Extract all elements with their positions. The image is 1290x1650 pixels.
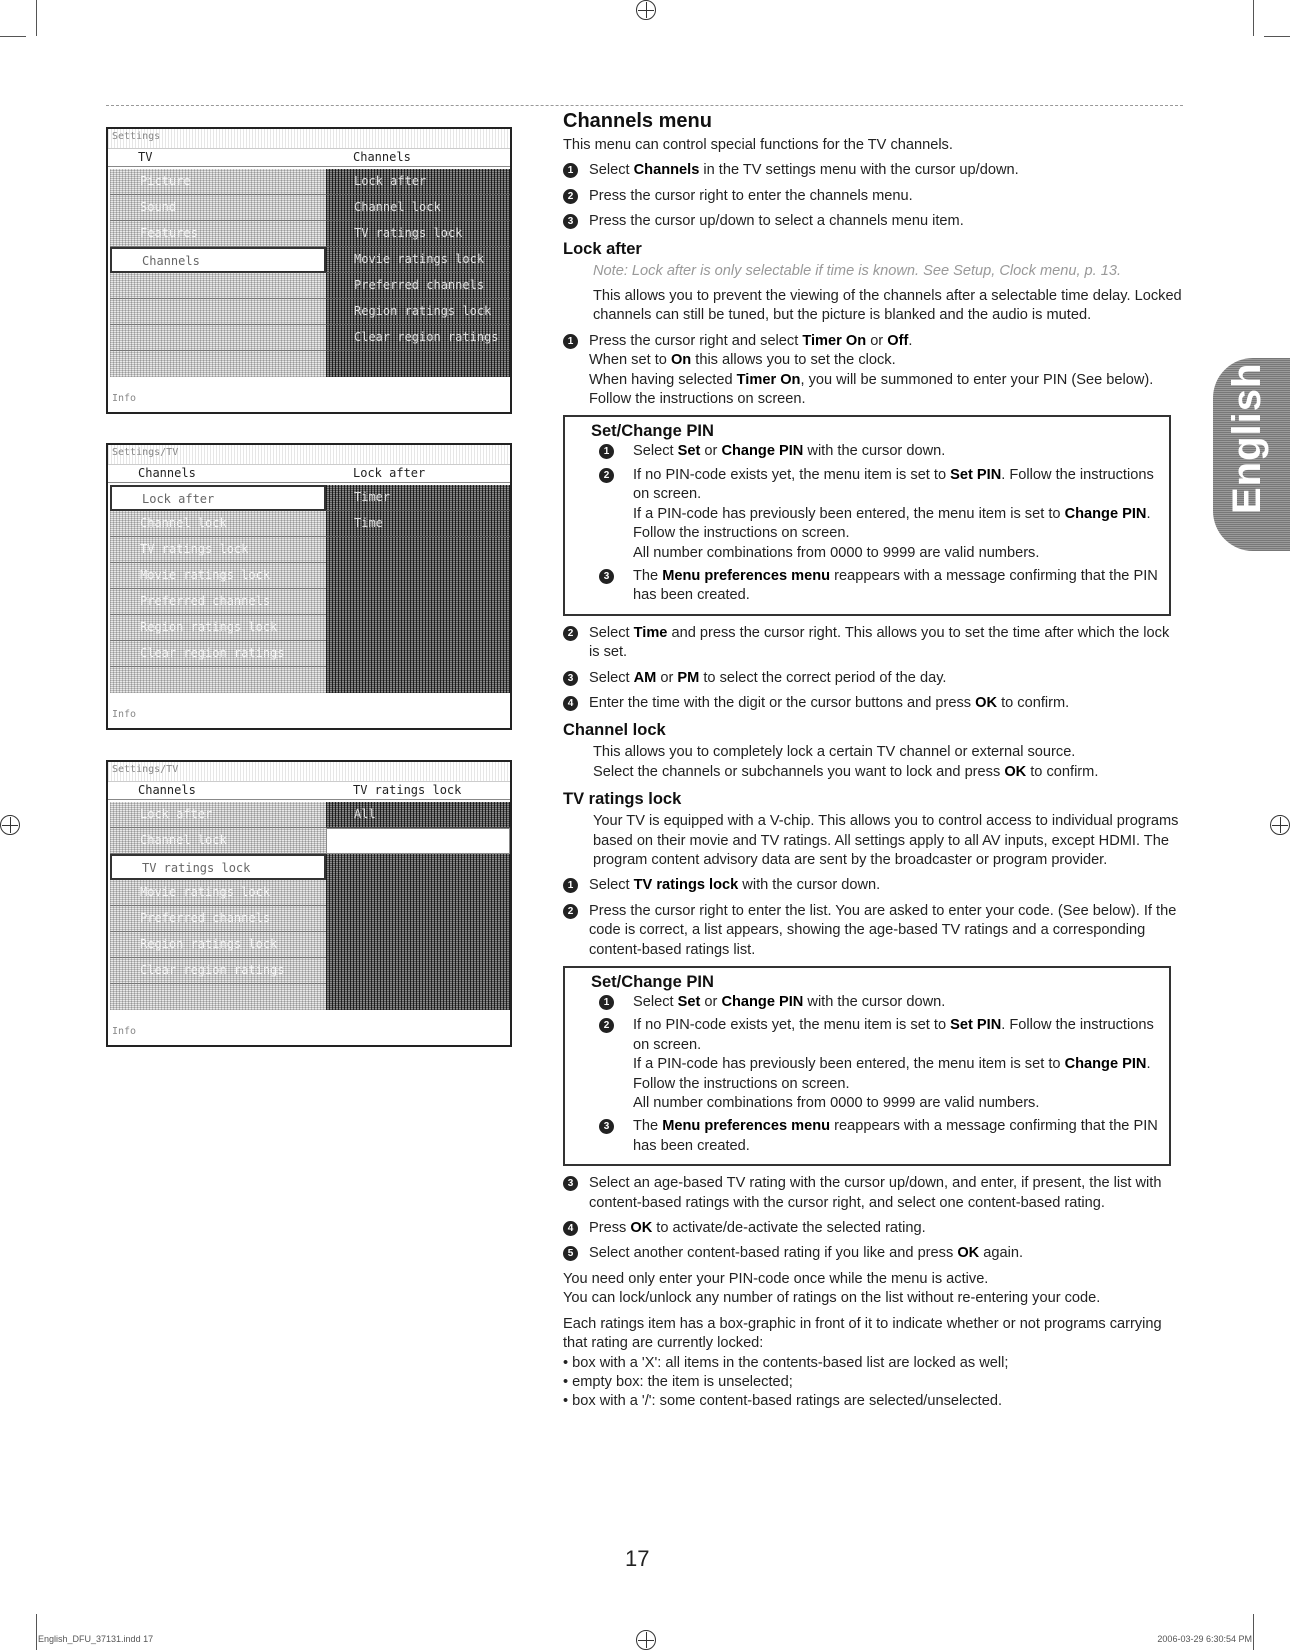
tv-right-panel <box>326 802 510 1010</box>
tv-menu-item: Lock after <box>110 802 326 828</box>
tv-menu-item: Movie ratings lock <box>110 880 326 906</box>
tv-menu-screenshot-2 <box>106 443 512 730</box>
tv-info-label: Info <box>112 709 137 720</box>
tv-menu-item <box>110 325 326 351</box>
tv-menu-item: Region ratings lock <box>110 615 326 641</box>
tv-submenu-item: Time <box>326 511 510 537</box>
language-tab-label: English <box>1225 362 1269 514</box>
tv-menu-item: Preferred channels <box>110 589 326 615</box>
tv-submenu-item: TV ratings lock <box>326 221 510 247</box>
tv-menu-item: Picture <box>110 169 326 195</box>
tv-ratings-step-5: 5 Select another content-based rating if you like and press OK again. <box>563 1244 1183 1263</box>
tv-left-panel <box>110 802 326 1010</box>
step-number-icon: 2 <box>599 468 614 483</box>
tv-menu-item: Sound <box>110 195 326 221</box>
crop-mark <box>36 1614 37 1650</box>
top-rule <box>106 105 1183 106</box>
tv-submenu-item-selected <box>326 828 510 854</box>
tv-menu-item: Features <box>110 221 326 247</box>
section-heading-channel-lock: Channel lock <box>563 721 666 740</box>
tv-submenu-item: Preferred channels <box>326 273 510 299</box>
intro-step-1: 1 Select Channels in the TV settings menu with the cursor up/down. <box>563 161 1183 180</box>
step-number-icon: 1 <box>599 444 614 459</box>
tv-header <box>108 465 510 483</box>
pin-step-3: 3 The Menu preferences menu reappears with a message confirming that the PIN has been created. <box>591 1117 1161 1156</box>
tv-header <box>108 149 510 167</box>
tv-menu-item: Preferred channels <box>110 906 326 932</box>
tv-right-header: Lock after <box>353 466 426 480</box>
registration-mark-icon <box>636 1630 656 1650</box>
tv-menu-screenshot-1 <box>106 127 512 414</box>
pin-note-paragraph: You need only enter your PIN-code once while the menu is active. You can lock/unlock any number of ratings on the list without re-entering your code. <box>563 1270 1101 1307</box>
tv-info-label: Info <box>112 1026 137 1037</box>
step-number-icon: 1 <box>563 878 578 893</box>
pin-step-2: 2 If no PIN-code exists yet, the menu item is set to Set PIN. Follow the instructions on screen. If a PIN-code has previously been entered, the menu item is set to Change PIN. Follow the instructions on screen. All number combinations from 0000 to 9999 are valid numbers. <box>591 1016 1161 1113</box>
step-number-icon: 3 <box>563 671 578 686</box>
tv-menu-item: Region ratings lock <box>110 932 326 958</box>
set-change-pin-box <box>563 966 1171 1166</box>
tv-menu-item-selected: Lock after <box>110 485 326 511</box>
tv-header <box>108 782 510 800</box>
tv-breadcrumb: Settings/TV <box>108 762 510 782</box>
channel-lock-description: This allows you to completely lock a certain TV channel or external source. Select the channels or subchannels you want to lock and press OK to confirm. <box>593 744 1099 780</box>
registration-mark-icon <box>636 0 656 20</box>
tv-menu-item-selected: Channels <box>110 247 326 273</box>
lock-after-step-2: 2 Select Time and press the cursor right. This allows you to set the time after which the lock is set. <box>563 624 1183 663</box>
crop-mark <box>1253 1614 1254 1650</box>
tv-left-header: TV <box>138 150 153 164</box>
tv-menu-item <box>110 273 326 299</box>
tv-submenu-item: Region ratings lock <box>326 299 510 325</box>
language-side-tab <box>1213 358 1290 551</box>
pin-step-1: 1 Select Set or Change PIN with the cursor down. <box>591 442 1161 461</box>
tv-menu-screenshot-3 <box>106 760 512 1047</box>
lock-after-step-1: 1 Press the cursor right and select Timer On or Off. When set to On this allows you to set the clock. When having selected Timer On, you will be summoned to enter your PIN (See below). Follow the instructions on screen. <box>563 332 1183 410</box>
step-number-icon: 3 <box>599 569 614 584</box>
bullet-item: • empty box: the item is unselected; <box>563 1373 793 1390</box>
pin-step-2: 2 If no PIN-code exists yet, the menu item is set to Set PIN. Follow the instructions on screen. If a PIN-code has previously been entered, the menu item is set to Change PIN. Follow the instructions on screen. All number combinations from 0000 to 9999 are valid numbers. <box>591 466 1161 563</box>
tv-submenu-item: All <box>326 802 510 828</box>
tv-menu-item: Channel lock <box>110 511 326 537</box>
tv-submenu-item: Lock after <box>326 169 510 195</box>
crop-mark <box>1253 0 1254 36</box>
tv-info-label: Info <box>112 393 137 404</box>
box-graphic-paragraph: Each ratings item has a box-graphic in front of it to indicate whether or not programs carrying that rating are currently locked: • box with a 'X': all items in the contents-based list are locked as well; • empty box: the item is unselected; • box with a '/': some content-based ratings are selected/unselected. <box>563 1315 1162 1410</box>
tv-menu-item: Channel lock <box>110 828 326 854</box>
step-number-icon: 2 <box>563 626 578 641</box>
tv-menu-item: Movie ratings lock <box>110 563 326 589</box>
crop-mark <box>0 36 26 37</box>
pin-box-heading: Set/Change PIN <box>591 973 714 991</box>
tv-left-header: Channels <box>138 466 196 480</box>
pin-step-3: 3 The Menu preferences menu reappears with a message confirming that the PIN has been created. <box>591 567 1161 606</box>
article-column <box>563 108 1183 1418</box>
bullet-item: • box with a 'X': all items in the contents-based list are locked as well; <box>563 1354 1009 1371</box>
tv-menu-item-selected: TV ratings lock <box>110 854 326 880</box>
step-number-icon: 3 <box>563 1176 578 1191</box>
tv-ratings-description: Your TV is equipped with a V-chip. This allows you to control access to individual programs based on their movie and TV ratings. All settings apply to all AV inputs, except HDMI. The program content advisory data are sent by the broadcaster or program provider. <box>593 813 1179 868</box>
registration-mark-icon <box>0 815 20 835</box>
tv-left-panel <box>110 485 326 693</box>
step-number-icon: 1 <box>599 995 614 1010</box>
tv-right-panel <box>326 169 510 377</box>
note-text: Note: Lock after is only selectable if time is known. See Setup, Clock menu, p. 13. <box>593 262 1122 279</box>
intro-step-2: 2 Press the cursor right to enter the channels menu. <box>563 187 1183 206</box>
set-change-pin-box <box>563 415 1171 615</box>
page-number: 17 <box>625 1546 650 1571</box>
registration-mark-icon <box>1270 815 1290 835</box>
section-heading-tv-ratings-lock: TV ratings lock <box>563 790 682 809</box>
footer-timestamp: 2006-03-29 6:30:54 PM <box>1157 1634 1252 1644</box>
footer-file-info: English_DFU_37131.indd 17 <box>38 1634 154 1644</box>
tv-left-header: Channels <box>138 783 196 797</box>
pin-box-heading: Set/Change PIN <box>591 422 714 441</box>
step-number-icon: 4 <box>563 696 578 711</box>
tv-menu-item: Clear region ratings <box>110 641 326 667</box>
crop-mark <box>36 0 37 36</box>
step-number-icon: 3 <box>599 1119 614 1134</box>
step-number-icon: 4 <box>563 1221 578 1236</box>
step-number-icon: 1 <box>563 163 578 178</box>
lock-after-description: This allows you to prevent the viewing of the channels after a selectable time delay. Locked channels can still be tuned, but the picture is blanked and the audio is muted. <box>593 288 1182 324</box>
intro-text: This menu can control special functions for the TV channels. <box>563 137 953 153</box>
step-number-icon: 2 <box>563 189 578 204</box>
tv-submenu-item: Clear region ratings <box>326 325 510 351</box>
tv-ratings-step-4: 4 Press OK to activate/de-activate the selected rating. <box>563 1219 1183 1238</box>
tv-ratings-step-2: 2 Press the cursor right to enter the list. You are asked to enter your code. (See below). If the code is correct, a list appears, showing the age-based TV ratings and a corresponding content-based ratings list. <box>563 902 1183 960</box>
tv-ratings-step-3: 3 Select an age-based TV rating with the cursor up/down, and enter, if present, the list with content-based ratings with the cursor right, and select one content-based rating. <box>563 1174 1183 1213</box>
intro-step-3: 3 Press the cursor up/down to select a channels menu item. <box>563 212 1183 231</box>
page-title: Channels menu <box>563 110 712 132</box>
step-number-icon: 2 <box>563 904 578 919</box>
crop-mark <box>1264 36 1290 37</box>
tv-menu-item: Clear region ratings <box>110 958 326 984</box>
step-number-icon: 2 <box>599 1018 614 1033</box>
tv-right-header: Channels <box>353 150 411 164</box>
tv-submenu-item: Timer <box>326 485 510 511</box>
step-number-icon: 3 <box>563 214 578 229</box>
pin-step-1: 1 Select Set or Change PIN with the cursor down. <box>591 993 1161 1012</box>
bullet-item: • box with a '/': some content-based ratings are selected/unselected. <box>563 1393 1003 1410</box>
tv-ratings-step-1: 1 Select TV ratings lock with the cursor down. <box>563 876 1183 895</box>
tv-breadcrumb: Settings/TV <box>108 445 510 465</box>
tv-submenu-item: Channel lock <box>326 195 510 221</box>
lock-after-step-4: 4 Enter the time with the digit or the cursor buttons and press OK to confirm. <box>563 694 1183 713</box>
step-number-icon: 1 <box>563 334 578 349</box>
tv-right-panel <box>326 485 510 693</box>
lock-after-step-3: 3 Select AM or PM to select the correct period of the day. <box>563 669 1183 688</box>
tv-menu-item <box>110 299 326 325</box>
tv-submenu-item: Movie ratings lock <box>326 247 510 273</box>
tv-right-header: TV ratings lock <box>353 783 462 797</box>
section-heading-lock-after: Lock after <box>563 239 642 258</box>
tv-menu-item: TV ratings lock <box>110 537 326 563</box>
tv-left-panel <box>110 169 326 377</box>
tv-breadcrumb: Settings <box>108 129 510 149</box>
step-number-icon: 5 <box>563 1246 578 1261</box>
